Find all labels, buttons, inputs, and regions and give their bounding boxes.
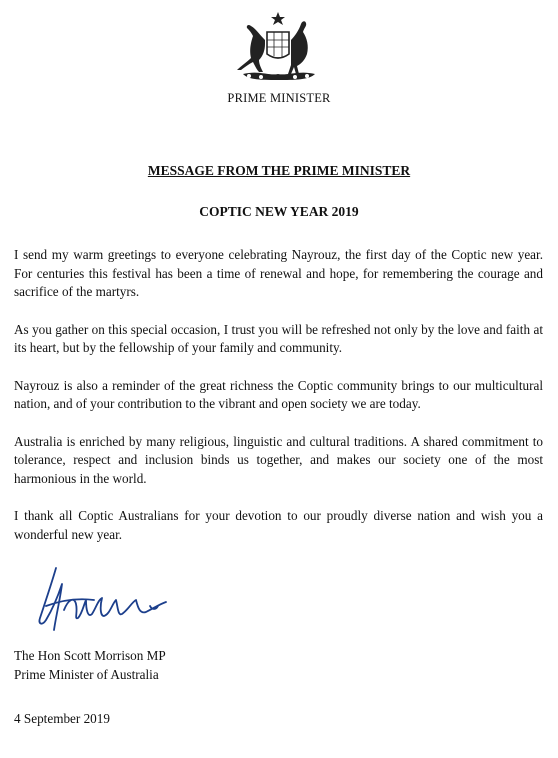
message-body <box>14 246 543 563</box>
paragraph: Australia is enriched by many religious, linguistic and cultural traditions. A shared commitment to tolerance, respect and inclusion binds us together, and makes our society one of the most harmonious in the world. <box>14 433 543 486</box>
signatory-title: Prime Minister of Australia <box>14 666 159 682</box>
page-title: MESSAGE FROM THE PRIME MINISTER <box>147 163 411 178</box>
coat-of-arms-icon <box>229 10 327 86</box>
page-subtitle: COPTIC NEW YEAR 2019 <box>199 204 359 219</box>
signoff-block <box>14 647 166 684</box>
office-title: PRIME MINISTER <box>227 91 331 105</box>
paragraph: I send my warm greetings to everyone celebrating Nayrouz, the first day of the Coptic new year. For centuries this festival has been a time of renewal and hope, for remembering the courage and sacrifice of the martyrs. <box>14 247 543 299</box>
handwritten-signature-icon <box>34 560 184 638</box>
paragraph: As you gather on this special occasion, I trust you will be refreshed not only by the love and faith at its heart, but by the fellowship of your family and community. <box>14 321 543 355</box>
paragraph: I thank all Coptic Australians for your devotion to our proudly diverse nation and wish you a wonderful new year. <box>14 508 543 542</box>
paragraph: Nayrouz is also a reminder of the great richness the Coptic community brings to our multicultural nation, and of your contribution to the vibrant and open society we are today. <box>14 377 543 411</box>
signatory-name: The Hon Scott Morrison MP <box>14 648 166 663</box>
letter-date: 4 September 2019 <box>14 711 110 726</box>
